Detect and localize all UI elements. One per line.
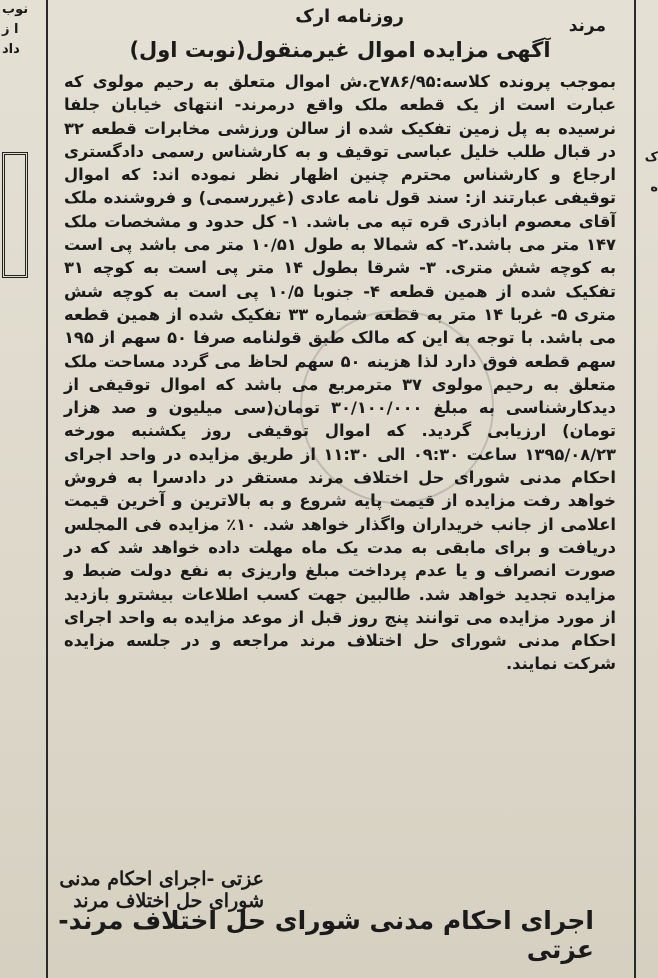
notice-body: بموجب پرونده کلاسه:۷۸۶/۹۵ح.ش اموال متعلق به رحیم مولوی که عبارت است از یک قطعه ملک واقع درمرند- انتهای خیابان جلفا نرسیده به پل زمین تفکیک شده از سالن ورزشی مخابرات قطعه ۳۲ در قبال طلب خلیل عباسی توقیف و به کارشناس رسمی دادگستری ارجاع و کارشناس محترم چنین اظهار نظر نموده اند: که اموال توقیفی عبارتند از: سند قول نامه عادی (غیررسمی) و فروشنده ملک آقای معصوم اباذری قره تپه می باشد. ۱- کل حدود و مشخصات ملک ۱۴۷ متر می باشد.۲- که شمالا به طول ۱۰/۵۱ متر می باشد پی است به کوچه شش متری. ۳- شرقا بطول ۱۴ متر پی است به کوچه ۳۱ تفکیک شده از همین قطعه ۴- جنوبا ۱۰/۵ پی است به کوچه شش متری ۵- غربا ۱۴ متر به قطعه شماره ۳۳ تفکیک شده از همین قطعه می باشد. با توجه به این که مالک طبق قولنامه صرفا ۵۰ سهم از ۱۹۵ سهم قطعه فوق دارد لذا هزینه ۵۰ سهم لحاظ می گردد مساحت ملک متعلق به رحیم مولوی ۳۷ مترمربع می باشد که اموال توقیفی از دیدکارشناسی به مبلغ ۳۰/۱۰۰/۰۰۰ تومان(سی میلیون و صد هزار تومان) ارزیابی گردید. که اموال توقیفی روز یکشنبه مورخه ۱۳۹۵/۰۸/۲۳ ساعت ۰۹:۳۰ الی ۱۱:۳۰ از طریق مزایده در واحد اجرای احکام مدنی شورای حل اختلاف مرند مستقر در دادسرا به فروش خواهد رفت مزایده از قیمت پایه شروع و به بالاترین و آخرین قیمت اعلامی از جانب خریداران واگذار خواهد شد. ۱۰٪ مزایده فی المجلس دریافت و برای مابقی به مدت یک ماه مهلت داده خواهد شد که در صورت انصراف و یا عدم پرداخت مبلغ واریزی به نفع دولت ضبط و مزایده تجدید خواهد شد. طالبین جهت کسب اطلاعات بیشترو بازدید از مورد مزایده می توانند پنج روز قبل از موعد مزایده به واحد اجرای احکام مدنی شورای حل اختلاف مرند مراجعه و در جلسه مزایده شرکت نمایند. (64, 72, 616, 674)
auction-notice (50, 0, 634, 978)
right-neighbor-column (634, 0, 658, 978)
left-column-fragment: نوب (2, 2, 29, 17)
notice-title: آگهی مزایده اموال غیرمنقول(نوبت اول) (129, 38, 551, 62)
left-column-fragment: ا ز (2, 22, 19, 37)
right-column-fragment: ک (644, 150, 658, 165)
signature-small: عزتی -اجرای احکام مدنی شورای حل اختلاف مرند (59, 868, 264, 912)
header-newspaper-name: روزنامه ارک (295, 6, 404, 27)
left-neighbor-column (0, 0, 48, 978)
left-column-box (2, 152, 28, 278)
header-city: مرند (568, 16, 606, 36)
right-column-fragment: ه (650, 180, 658, 195)
left-column-fragment: داد (2, 42, 20, 57)
signature-large: اجرای احکام مدنی شورای حل اختلاف مرند- عزتی (58, 906, 594, 964)
